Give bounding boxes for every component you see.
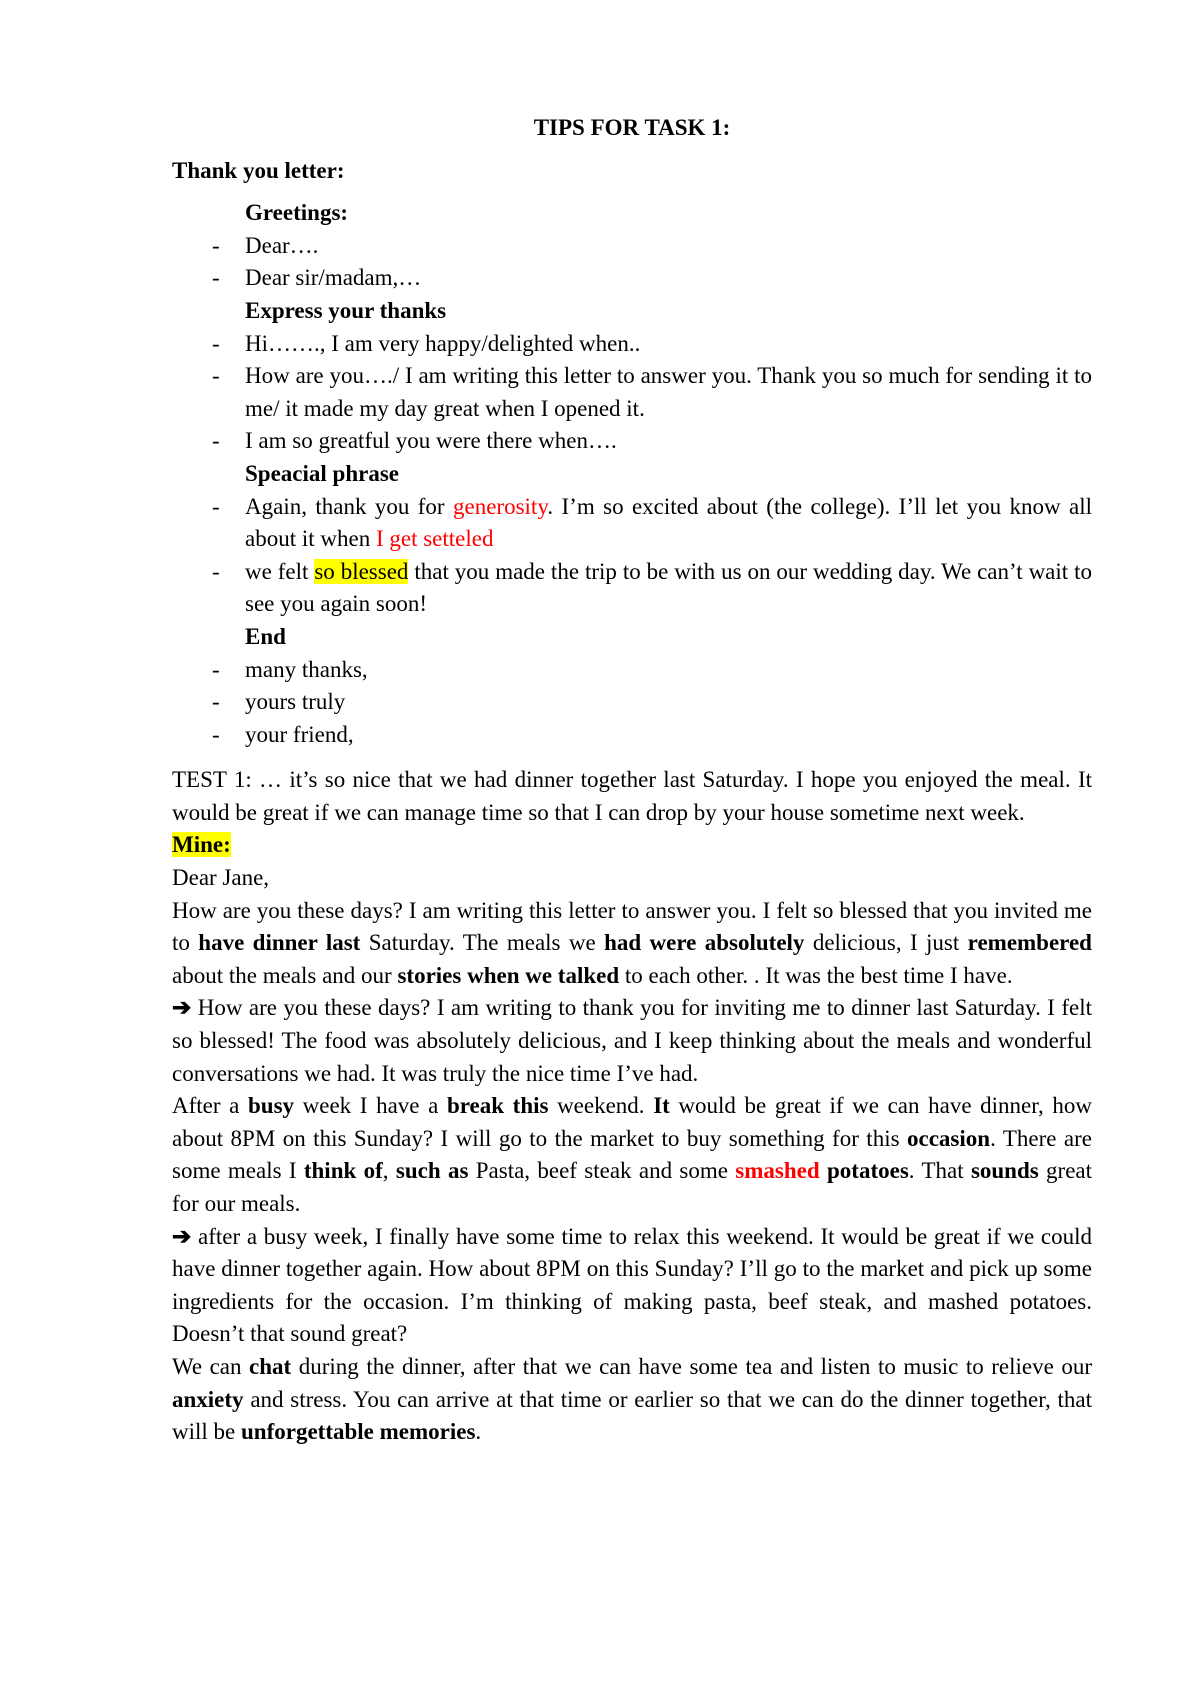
bullet-dash: - [212,363,220,389]
revision-paragraph-2: ➔ after a busy week, I finally have some time to relax this weekend. It would be great if we could have dinner together again. How about 8PM on this Sunday? I’ll go to the market and pick up some ingredients for the occasion. I’m thinking of making pasta, beef steak, and mashed potatoes. Doesn’t that sound great? [172,1223,1092,1347]
bullet-dash: - [212,330,220,356]
list-item: - your friend, [172,719,1092,752]
bullet-dash: - [212,689,220,715]
letter-type-heading: Thank you letter: [172,157,345,183]
list-item: - many thanks, [172,654,1092,687]
section-end: End [245,623,286,649]
red-highlight-text: I get setteled [375,526,494,552]
bullet-dash: - [212,232,220,258]
bullet-dash: - [212,265,220,291]
list-item: - Dear…. [172,230,1092,263]
draft-paragraph-2: After a busy week I have a break this weekend. It would be great if we can have dinner, how about 8PM on this Sunday? I will go to the market to buy something for this occasion. There are some meals I think of, such as Pasta, beef steak and some smashed potatoes. That sounds great for our meals. [172,1093,1093,1216]
list-item: - Dear sir/madam,… [172,262,1092,295]
draft-paragraph-1: How are you these days? I am writing this letter to answer you. I felt so blessed that you invited me to have dinner last Saturday. The meals we had were absolutely delicious, I just remembered about the meals and our stories when we talked to each other. . It was the best time I have. [172,897,1092,988]
list-item: - Hi……., I am very happy/delighted when.. [172,328,1092,361]
document-body [172,112,1092,1449]
bullet-dash: - [212,721,220,747]
yellow-highlight-text: so blessed [314,558,409,584]
revision-paragraph-1: ➔ How are you these days? I am writing to thank you for inviting me to dinner last Saturday. I felt so blessed! The food was absolutely delicious, and I keep thinking about the meals and wonderful conversations we had. It was truly the nice time I’ve had. [172,995,1092,1086]
arrow-icon: ➔ [172,1223,192,1249]
mine-label-row [172,829,1092,862]
mine-label: Mine: [172,832,231,858]
red-highlight-text: smashed [735,1158,820,1184]
bullet-dash: - [212,656,220,682]
test-prompt: TEST 1: … it’s so nice that we had dinner together last Saturday. I hope you enjoyed the meal. It would be great if we can manage time so that I can drop by your house sometime next week. [172,767,1092,825]
bullet-dash: - [212,428,220,454]
list-item: - Again, thank you for generosity. I’m so excited about (the college). I’ll let you know all about it when I get setteled [172,491,1092,556]
bullet-dash: - [212,493,220,519]
list-item: - How are you…./ I am writing this letter to answer you. Thank you so much for sending it to me/ it made my day great when I opened it. [172,360,1092,425]
section-greetings: Greetings: [245,200,349,226]
draft-paragraph-3: We can chat during the dinner, after that we can have some tea and listen to music to relieve our anxiety and stress. You can arrive at that time or earlier so that we can do the dinner together, that will be unforgettable memories. [172,1353,1092,1445]
list-item: - yours truly [172,686,1092,719]
salutation: Dear Jane, [172,865,270,891]
arrow-icon: ➔ [172,995,192,1021]
section-express-thanks: Express your thanks [245,297,447,323]
section-special-phrase: Speacial phrase [245,460,399,486]
red-highlight-text: generosity [453,493,548,519]
list-item: - I am so greatful you were there when…. [172,425,1092,458]
list-item: - we felt so blessed that you made the trip to be with us on our wedding day. We can’t wait to see you again soon! [172,556,1092,621]
page-title: TIPS FOR TASK 1: [533,115,731,140]
bullet-dash: - [212,558,220,584]
